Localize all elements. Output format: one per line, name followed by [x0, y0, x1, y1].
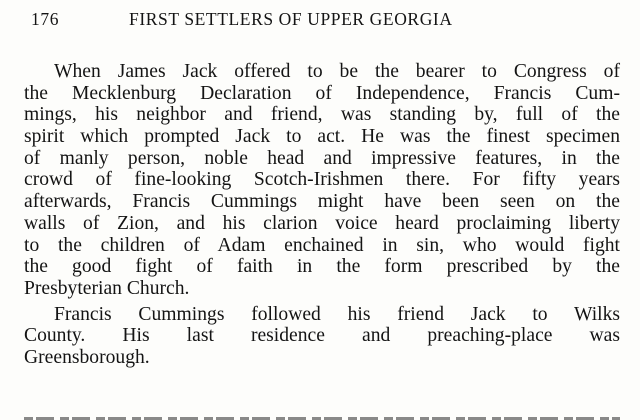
text-line: County. His last residence and preaching-place was [24, 325, 620, 347]
page-header [31, 9, 628, 33]
text-line: to the children of Adam enchained in sin, who would fight [24, 234, 620, 256]
text-line: mings, his neighbor and friend, was standing by, full of the [24, 104, 620, 126]
text-line: walls of Zion, and his clarion voice heard proclaiming liberty [24, 212, 620, 234]
paragraph-2 [24, 304, 620, 369]
paragraph-1 [24, 61, 620, 300]
text-line: crowd of fine-looking Scotch-Irishmen there. For fifty years [24, 169, 620, 191]
text-line: Francis Cummings followed his friend Jack to Wilks [54, 303, 620, 325]
text-line: Greensborough. [24, 346, 150, 368]
text-line: spirit which prompted Jack to act. He was the finest specimen [24, 126, 620, 148]
text-line: When James Jack offered to be the bearer to Congress of [54, 61, 620, 82]
text-line: afterwards, Francis Cummings might have been seen on the [24, 191, 620, 213]
page-number: 176 [31, 9, 60, 29]
running-head: FIRST SETTLERS OF UPPER GEORGIA [129, 9, 453, 29]
cut-off-next-line [24, 413, 620, 420]
text-line: of manly person, noble head and impressive features, in the [24, 147, 620, 169]
text-line: the Mecklenburg Declaration of Independence, Francis Cum- [24, 82, 620, 104]
body-text [24, 61, 620, 369]
text-line: the good fight of faith in the form prescribed by the [24, 256, 620, 278]
text-line: Presbyterian Church. [24, 277, 190, 299]
